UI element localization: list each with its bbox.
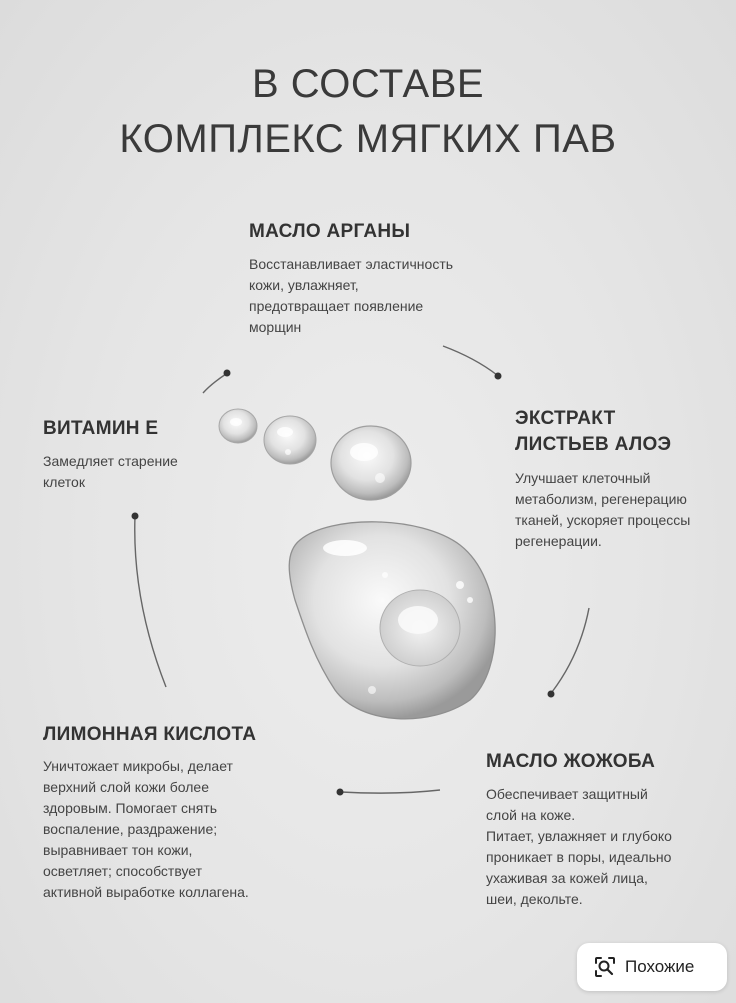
- ingredient-heading: МАСЛО АРГАНЫ: [249, 221, 411, 242]
- arc-argan: [443, 346, 497, 375]
- ingredient-description: Уничтожает микробы, делает верхний слой кожи более здоровым. Помогает снять воспаление, раздражение; выравнивает тон кожи, осветляет; способствует активной выработке коллагена.: [43, 758, 249, 900]
- arc-left: [135, 516, 166, 687]
- ingredient-description: Обеспечивает защитный слой на коже. Питает, увлажняет и глубоко проникает в поры, идеально ухаживая за кожей лица, шеи, декольте.: [486, 786, 672, 907]
- page-title-line1: В СОСТАВЕ: [251, 62, 485, 106]
- dot-aloe: [548, 691, 555, 698]
- ingredient-jojoba: [486, 749, 726, 910]
- gel-drops: [219, 409, 495, 719]
- ingredient-citric-acid: [43, 722, 303, 903]
- page-title-line2: КОМПЛЕКС МЯГКИХ ПАВ: [119, 117, 617, 161]
- ingredient-description: Замедляет старение клеток: [43, 453, 178, 490]
- dot-argan: [495, 373, 502, 380]
- drop-1: [219, 409, 257, 443]
- ingredient-heading: ВИТАМИН Е: [43, 418, 159, 439]
- ingredient-heading: ЛИМОННАЯ КИСЛОТА: [43, 724, 257, 745]
- arc-aloe: [552, 608, 589, 692]
- ingredient-description: Улучшает клеточный метаболизм, регенерацию тканей, ускоряет процессы регенерации.: [515, 470, 691, 549]
- drop-2: [264, 416, 316, 464]
- ingredient-aloe: [515, 406, 730, 552]
- dot-left: [132, 513, 139, 520]
- arc-bottom: [341, 790, 440, 793]
- ingredient-vitamin-e: [43, 416, 223, 493]
- ingredient-argan: [249, 219, 509, 338]
- arc-vitamin: [203, 374, 226, 393]
- ingredient-heading: МАСЛО ЖОЖОБА: [486, 751, 656, 772]
- ingredient-heading: ЭКСТРАКТ ЛИСТЬЕВ АЛОЭ: [515, 408, 672, 455]
- dot-bottom: [337, 789, 344, 796]
- similar-button-label: Похожие: [625, 957, 695, 976]
- visual-search-icon: [593, 955, 617, 979]
- similar-button[interactable]: [577, 943, 727, 991]
- dot-vitamin: [224, 370, 231, 377]
- ingredient-description: Восстанавливает эластичность кожи, увлажняет, предотвращает появление морщин: [249, 256, 454, 335]
- drop-3: [331, 426, 411, 500]
